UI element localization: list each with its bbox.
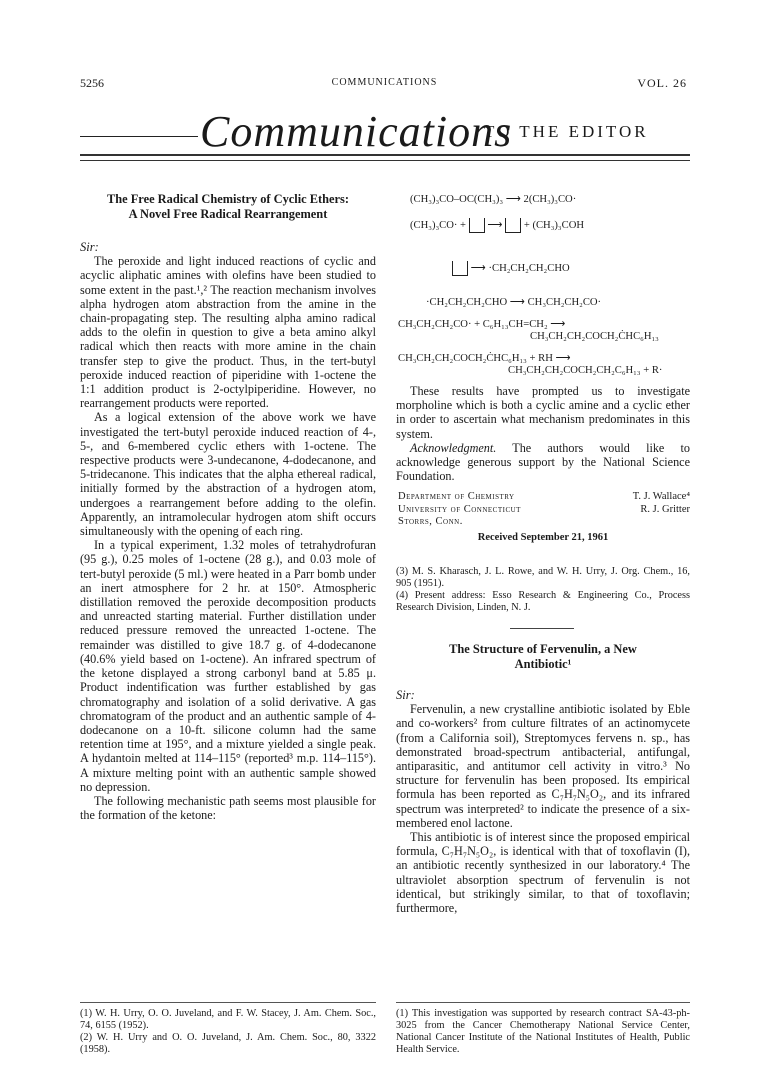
article1-paragraph-4: The following mechanistic path seems most plausible for the formation of the ketone: <box>80 793 376 823</box>
article1-right-column <box>396 384 690 483</box>
arrow-icon: ⟶ <box>487 219 503 231</box>
article1-title-line1: The Free Radical Chemistry of Cyclic Ethers: <box>106 192 350 206</box>
scheme-eq2-left: (CH₃)₃CO· + <box>410 219 467 231</box>
scheme-eq2-right: + (CH₃)₃COH <box>523 219 584 231</box>
footnote-1: (1) W. H. Urry, O. O. Juveland, and F. W. Stacey, J. Am. Chem. Soc., 74, 6155 (1952). <box>80 1008 376 1031</box>
article1-title-line2: A Novel Free Radical Rearrangement <box>128 207 328 221</box>
article-separator-rule <box>510 628 574 629</box>
scheme-eq5-line2: CH₃CH₂CH₂COCH₂ĊHC₆H₁₃ <box>530 331 659 342</box>
masthead-title: Communications <box>200 107 513 156</box>
scheme-eq2 <box>410 218 584 233</box>
article2-paragraph-2: This antibiotic is of interest since the proposed empirical formula, C₇H₇N₅O₂, is identical with that of toxoflavin (I), an antibiotic recently synthesized in our laboratory.⁴ The ultraviolet absorption spectrum of fervenulin is not identical, but strikingly similar, to that of toxoflavin; furthermore, <box>396 830 690 916</box>
footnote-4: (4) Present address: Esso Research & Engineering Co., Process Research Division, Linden, N. J. <box>396 590 690 613</box>
masthead-subtitle: TO THE EDITOR <box>484 122 649 141</box>
page-number: 5256 <box>80 76 104 90</box>
article1-left-column <box>80 192 376 822</box>
affiliation-city: Storrs, Conn. <box>398 516 463 527</box>
acknowledgment-text: The authors would like to acknowledge generous support by the National Science Foundation. <box>396 440 690 484</box>
article1-right-footnotes <box>396 566 690 614</box>
author-wallace: T. J. Wallace⁴ <box>632 491 690 502</box>
article2-title-line1: The Structure of Fervenulin, a New <box>449 642 637 656</box>
affiliation-block <box>398 491 690 529</box>
article1-paragraph-1: The peroxide and light induced reactions of cyclic and acyclic aliphatic amines with olefins have been studied to some extent in the past.¹,² The reaction mechanism involves alpha hydrogen atom abstraction from the amine in the chain-propagating step. The resulting alpha amino radical adds to the olefin in question to give a beta amino alkyl radical which then reacts with more amine in the chain transfer step to give the product. Thus, in the tert-butyl peroxide induced reaction of piperidine with 1-octene the 1:1 addition product is 2-octylpiperidine. However, no rearrangement products were reported. <box>80 254 376 411</box>
article1-footnote-rule <box>80 1002 376 1003</box>
author-list <box>633 491 690 516</box>
masthead-left-rule <box>80 136 198 137</box>
scheme-eq1: (CH₃)₃CO–OC(CH₃)₃ ⟶ 2(CH₃)₃CO· <box>410 194 577 205</box>
article1-paragraph-3: In a typical experiment, 1.32 moles of tetrahydrofuran (95 g.), 0.25 moles of 1-octene (28 g.), and 0.03 mole of tert-butyl peroxide (5 ml.) were heated in a Parr bomb under an inert atmosphere for 2 hr. at 150°. Atmospheric distillation removed the peroxide decomposition products and unreacted starting material. Further distillation under reduced pressure removed the unreacted 1-octene. The remainder was distilled to give 18.7 g. of 4-dodecanone (40.6% yield based on 1-octene). An infrared spectrum of the ketone displayed a strong carbonyl band at 5.85 μ. Product indentification was further established by gas chromatography and isolation of a solid derivative. A gas chromatogram of the product and an authentic sample of 4-dodecanone on a 10-ft. silicone column had the same retention time at 195°, and a mixture yielded a single peak. A hydantoin melted at 114–115° (reported³ m.p. 114–115°). A mixture melting point with an authentic sample showed no depression. <box>80 538 376 794</box>
article2-salutation: Sir: <box>396 688 415 702</box>
article2-footnote-1: (1) This investigation was supported by research contract SA-43-ph-3025 from the Cancer Chemotherapy National Service Center, National Cancer Institute of the National Institutes of Health, Public Health Service. <box>396 1008 690 1055</box>
masthead-rule-thick <box>80 154 690 156</box>
acknowledgment-label: Acknowledgment. <box>410 440 497 455</box>
article2-column <box>396 642 690 915</box>
scheme-eq5-line1: CH₃CH₂CH₂CO· + C₆H₁₃CH=CH₂ ⟶ <box>398 319 566 330</box>
scheme-eq3-right: ⟶ ·CH₂CH₂CH₂CHO <box>470 262 570 274</box>
footnote-3: (3) M. S. Kharasch, J. L. Rowe, and W. H. Urry, J. Org. Chem., 16, 905 (1951). <box>396 566 690 589</box>
thf-radical-ring-icon-2 <box>452 261 468 276</box>
acknowledgment <box>396 441 690 484</box>
scheme-eq6-line1: CH₃CH₂CH₂COCH₂ĊHC₆H₁₃ + RH ⟶ <box>398 353 571 364</box>
article1-paragraph-5: These results have prompted us to investigate morpholine which is both a cyclic amine and a cyclic ether in order to ascertain what mechanism predominates in this system. <box>396 384 690 441</box>
article1-footnotes <box>80 1008 376 1056</box>
volume-label: VOL. 26 <box>637 76 687 90</box>
scheme-eq3 <box>452 261 570 276</box>
running-section: COMMUNICATIONS <box>331 77 438 88</box>
article1-salutation: Sir: <box>80 240 99 254</box>
affiliation-university: University of Connecticut <box>398 503 521 515</box>
affiliation-department: Department of Chemistry <box>398 491 515 502</box>
article2-paragraph-1: Fervenulin, a new crystalline antibiotic isolated by Eble and co-workers² from culture filtrates of an actinomycete (from a California soil), Streptomyces fervens n. sp., has demonstrated broad-spectrum antibacterial, antifungal, antiparasitic, and antitumor cell activity in vitro.³ No structure for fervenulin has been proposed. Its empirical formula has been reported as C₇H₇N₅O₂, and its infrared spectrum was interpreted² to indicate the presence of a six-membered enol lactone. <box>396 702 690 830</box>
article2-footnote-rule <box>396 1002 690 1003</box>
article2-title-line2: Antibiotic¹ <box>514 657 572 671</box>
thf-ring-icon <box>469 218 485 233</box>
article2-footnotes <box>396 1008 690 1056</box>
scheme-eq6-line2: CH₃CH₂CH₂COCH₂CH₂C₆H₁₃ + R· <box>508 365 663 376</box>
author-gritter: R. J. Gritter <box>640 503 690 515</box>
article1-paragraph-2: As a logical extension of the above work we have investigated the tert-butyl peroxide induced reaction of 4-, 5-, and 6-membered cyclic ethers with 1-octene. The respective products were 3-undecanone, 4-dodecanone, and 5-tridecanone. This indicates that the alpha ethereal radical, initially formed by the abstraction of a hydrogen atom, undergoes a rearrangement before adding to the olefin. Apparently, an intramolecular hydrogen atom shift occurs simultaneously with the opening of each ring. <box>80 410 376 539</box>
received-date: Received September 21, 1961 <box>477 532 609 543</box>
footnote-2: (2) W. H. Urry and O. O. Juveland, J. Am. Chem. Soc., 80, 3322 (1958). <box>80 1032 376 1055</box>
masthead-rule-thin <box>80 160 690 161</box>
thf-radical-ring-icon <box>505 218 521 233</box>
scheme-eq4: ·CH₂CH₂CH₂CHO ⟶ CH₃CH₂CH₂CO· <box>426 297 602 308</box>
